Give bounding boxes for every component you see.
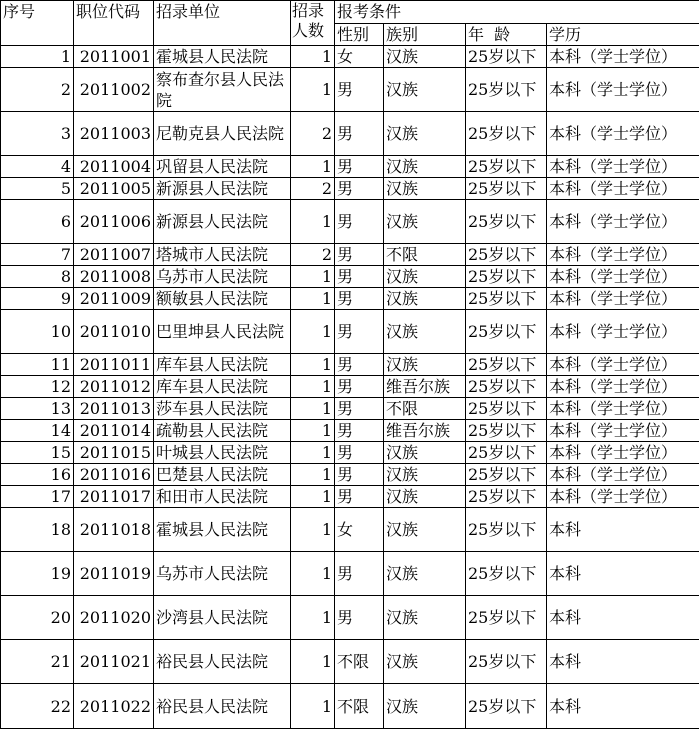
cell-education: 本科（学士学位）: [547, 200, 699, 244]
header-ethnicity: 族别: [384, 24, 466, 46]
cell-seq: 16: [1, 464, 74, 486]
cell-count: 1: [291, 640, 335, 684]
cell-age: 25岁以下: [466, 112, 547, 156]
cell-code: 2011022: [74, 684, 154, 729]
cell-seq: 5: [1, 178, 74, 200]
table-row: [1, 684, 699, 729]
cell-education: 本科（学士学位）: [547, 398, 699, 420]
table-row: [1, 244, 699, 266]
table-row: [1, 266, 699, 288]
cell-count: 1: [291, 420, 335, 442]
cell-count: 2: [291, 178, 335, 200]
header-age: 年 龄: [466, 24, 547, 46]
cell-education: 本科（学士学位）: [547, 156, 699, 178]
cell-unit: 新源县人民法院: [154, 178, 291, 200]
cell-ethnicity: 维吾尔族: [384, 420, 466, 442]
table-row: [1, 596, 699, 640]
cell-seq: 8: [1, 266, 74, 288]
cell-gender: 女: [335, 508, 384, 552]
cell-ethnicity: 汉族: [384, 288, 466, 310]
cell-seq: 6: [1, 200, 74, 244]
cell-gender: 男: [335, 354, 384, 376]
cell-unit: 巩留县人民法院: [154, 156, 291, 178]
cell-code: 2011020: [74, 596, 154, 640]
cell-seq: 15: [1, 442, 74, 464]
cell-unit: 尼勒克县人民法院: [154, 112, 291, 156]
cell-unit: 疏勒县人民法院: [154, 420, 291, 442]
cell-seq: 3: [1, 112, 74, 156]
cell-seq: 4: [1, 156, 74, 178]
table-row: [1, 464, 699, 486]
cell-age: 25岁以下: [466, 442, 547, 464]
cell-education: 本科（学士学位）: [547, 46, 699, 68]
table-row: [1, 552, 699, 596]
table-row: [1, 442, 699, 464]
cell-code: 2011007: [74, 244, 154, 266]
cell-education: 本科（学士学位）: [547, 376, 699, 398]
cell-gender: 男: [335, 178, 384, 200]
cell-unit: 和田市人民法院: [154, 486, 291, 508]
cell-seq: 2: [1, 68, 74, 112]
cell-unit: 乌苏市人民法院: [154, 552, 291, 596]
cell-count: 2: [291, 112, 335, 156]
cell-seq: 18: [1, 508, 74, 552]
header-unit: 招录单位: [154, 1, 291, 46]
header-gender: 性别: [335, 24, 384, 46]
cell-count: 1: [291, 310, 335, 354]
cell-age: 25岁以下: [466, 266, 547, 288]
cell-age: 25岁以下: [466, 464, 547, 486]
cell-gender: 男: [335, 596, 384, 640]
cell-code: 2011004: [74, 156, 154, 178]
cell-count: 1: [291, 156, 335, 178]
cell-education: 本科（学士学位）: [547, 442, 699, 464]
cell-gender: 男: [335, 200, 384, 244]
header-count: [291, 1, 335, 46]
cell-age: 25岁以下: [466, 68, 547, 112]
cell-ethnicity: 汉族: [384, 156, 466, 178]
cell-gender: 男: [335, 156, 384, 178]
table-body: [1, 46, 699, 729]
cell-unit: 莎车县人民法院: [154, 398, 291, 420]
cell-age: 25岁以下: [466, 420, 547, 442]
cell-unit: 库车县人民法院: [154, 354, 291, 376]
cell-age: 25岁以下: [466, 376, 547, 398]
cell-age: 25岁以下: [466, 508, 547, 552]
cell-ethnicity: 汉族: [384, 596, 466, 640]
cell-count: 1: [291, 376, 335, 398]
cell-age: 25岁以下: [466, 552, 547, 596]
cell-age: 25岁以下: [466, 244, 547, 266]
cell-ethnicity: 汉族: [384, 200, 466, 244]
cell-age: 25岁以下: [466, 354, 547, 376]
cell-seq: 12: [1, 376, 74, 398]
header-conditions: 报考条件: [335, 1, 699, 24]
table-row: [1, 508, 699, 552]
cell-count: 1: [291, 398, 335, 420]
header-seq: 序号: [1, 1, 74, 46]
cell-code: 2011012: [74, 376, 154, 398]
cell-ethnicity: 维吾尔族: [384, 376, 466, 398]
cell-unit: 裕民县人民法院: [154, 640, 291, 684]
cell-gender: 男: [335, 266, 384, 288]
cell-education: 本科（学士学位）: [547, 178, 699, 200]
cell-code: 2011018: [74, 508, 154, 552]
cell-education: 本科: [547, 640, 699, 684]
table-row: [1, 486, 699, 508]
cell-count: 1: [291, 684, 335, 729]
cell-gender: 男: [335, 310, 384, 354]
table-row: [1, 68, 699, 112]
cell-age: 25岁以下: [466, 486, 547, 508]
cell-age: 25岁以下: [466, 398, 547, 420]
cell-education: 本科（学士学位）: [547, 112, 699, 156]
cell-seq: 22: [1, 684, 74, 729]
cell-education: 本科: [547, 552, 699, 596]
table-row: [1, 112, 699, 156]
cell-seq: 14: [1, 420, 74, 442]
cell-ethnicity: 汉族: [384, 178, 466, 200]
table-row: [1, 310, 699, 354]
cell-code: 2011011: [74, 354, 154, 376]
cell-education: 本科: [547, 684, 699, 729]
cell-ethnicity: 汉族: [384, 442, 466, 464]
cell-code: 2011013: [74, 398, 154, 420]
cell-count: 1: [291, 596, 335, 640]
cell-count: 1: [291, 552, 335, 596]
cell-age: 25岁以下: [466, 288, 547, 310]
cell-count: 1: [291, 486, 335, 508]
cell-unit: 沙湾县人民法院: [154, 596, 291, 640]
cell-education: 本科（学士学位）: [547, 266, 699, 288]
cell-ethnicity: 汉族: [384, 464, 466, 486]
cell-unit: 察布查尔县人民法院: [154, 68, 291, 112]
cell-ethnicity: 不限: [384, 398, 466, 420]
cell-count: 1: [291, 266, 335, 288]
cell-code: 2011005: [74, 178, 154, 200]
table-row: [1, 178, 699, 200]
cell-code: 2011008: [74, 266, 154, 288]
header-count-line1: 招录: [292, 1, 333, 21]
cell-ethnicity: 汉族: [384, 508, 466, 552]
table-row: [1, 200, 699, 244]
table-row: [1, 420, 699, 442]
cell-age: 25岁以下: [466, 178, 547, 200]
cell-unit: 巴里坤县人民法院: [154, 310, 291, 354]
cell-age: 25岁以下: [466, 684, 547, 729]
cell-ethnicity: 汉族: [384, 46, 466, 68]
cell-gender: 男: [335, 464, 384, 486]
cell-education: 本科（学士学位）: [547, 68, 699, 112]
table-row: [1, 398, 699, 420]
cell-unit: 叶城县人民法院: [154, 442, 291, 464]
cell-seq: 21: [1, 640, 74, 684]
table-row: [1, 354, 699, 376]
cell-age: 25岁以下: [466, 156, 547, 178]
cell-gender: 男: [335, 420, 384, 442]
cell-code: 2011003: [74, 112, 154, 156]
cell-education: 本科（学士学位）: [547, 310, 699, 354]
cell-seq: 11: [1, 354, 74, 376]
cell-education: 本科: [547, 508, 699, 552]
cell-ethnicity: 汉族: [384, 112, 466, 156]
cell-gender: 不限: [335, 640, 384, 684]
cell-seq: 20: [1, 596, 74, 640]
cell-unit: 霍城县人民法院: [154, 508, 291, 552]
cell-ethnicity: 不限: [384, 244, 466, 266]
header-count-line2: 人数: [292, 21, 333, 41]
cell-code: 2011015: [74, 442, 154, 464]
table-row: [1, 156, 699, 178]
cell-unit: 额敏县人民法院: [154, 288, 291, 310]
cell-seq: 1: [1, 46, 74, 68]
cell-unit: 裕民县人民法院: [154, 684, 291, 729]
cell-ethnicity: 汉族: [384, 354, 466, 376]
cell-code: 2011009: [74, 288, 154, 310]
cell-ethnicity: 汉族: [384, 552, 466, 596]
cell-code: 2011014: [74, 420, 154, 442]
cell-gender: 男: [335, 68, 384, 112]
cell-count: 1: [291, 288, 335, 310]
cell-education: 本科（学士学位）: [547, 288, 699, 310]
cell-seq: 9: [1, 288, 74, 310]
cell-gender: 女: [335, 46, 384, 68]
cell-code: 2011010: [74, 310, 154, 354]
cell-education: 本科（学士学位）: [547, 354, 699, 376]
cell-ethnicity: 汉族: [384, 486, 466, 508]
cell-gender: 男: [335, 486, 384, 508]
table-header: [1, 1, 699, 46]
header-code: 职位代码: [74, 1, 154, 46]
cell-code: 2011001: [74, 46, 154, 68]
cell-seq: 19: [1, 552, 74, 596]
cell-gender: 男: [335, 112, 384, 156]
cell-gender: 男: [335, 442, 384, 464]
cell-count: 1: [291, 68, 335, 112]
cell-seq: 7: [1, 244, 74, 266]
cell-gender: 男: [335, 398, 384, 420]
cell-ethnicity: 汉族: [384, 310, 466, 354]
cell-seq: 13: [1, 398, 74, 420]
cell-code: 2011021: [74, 640, 154, 684]
cell-gender: 不限: [335, 684, 384, 729]
table-row: [1, 376, 699, 398]
cell-age: 25岁以下: [466, 200, 547, 244]
cell-ethnicity: 汉族: [384, 266, 466, 288]
cell-count: 1: [291, 508, 335, 552]
cell-count: 2: [291, 244, 335, 266]
cell-gender: 男: [335, 552, 384, 596]
cell-age: 25岁以下: [466, 46, 547, 68]
cell-education: 本科（学士学位）: [547, 244, 699, 266]
cell-education: 本科（学士学位）: [547, 486, 699, 508]
cell-ethnicity: 汉族: [384, 68, 466, 112]
cell-education: 本科: [547, 596, 699, 640]
cell-count: 1: [291, 200, 335, 244]
table-row: [1, 46, 699, 68]
cell-unit: 塔城市人民法院: [154, 244, 291, 266]
cell-age: 25岁以下: [466, 310, 547, 354]
cell-count: 1: [291, 354, 335, 376]
cell-seq: 10: [1, 310, 74, 354]
table-row: [1, 640, 699, 684]
cell-code: 2011002: [74, 68, 154, 112]
cell-unit: 巴楚县人民法院: [154, 464, 291, 486]
cell-count: 1: [291, 46, 335, 68]
cell-gender: 男: [335, 244, 384, 266]
cell-code: 2011016: [74, 464, 154, 486]
cell-unit: 霍城县人民法院: [154, 46, 291, 68]
cell-count: 1: [291, 464, 335, 486]
cell-unit: 库车县人民法院: [154, 376, 291, 398]
cell-ethnicity: 汉族: [384, 640, 466, 684]
cell-seq: 17: [1, 486, 74, 508]
cell-age: 25岁以下: [466, 596, 547, 640]
cell-ethnicity: 汉族: [384, 684, 466, 729]
cell-education: 本科（学士学位）: [547, 464, 699, 486]
cell-gender: 男: [335, 376, 384, 398]
cell-age: 25岁以下: [466, 640, 547, 684]
cell-education: 本科（学士学位）: [547, 420, 699, 442]
header-education: 学历: [547, 24, 699, 46]
cell-count: 1: [291, 442, 335, 464]
cell-unit: 乌苏市人民法院: [154, 266, 291, 288]
cell-gender: 男: [335, 288, 384, 310]
cell-code: 2011019: [74, 552, 154, 596]
cell-code: 2011017: [74, 486, 154, 508]
cell-code: 2011006: [74, 200, 154, 244]
table-row: [1, 288, 699, 310]
cell-unit: 新源县人民法院: [154, 200, 291, 244]
